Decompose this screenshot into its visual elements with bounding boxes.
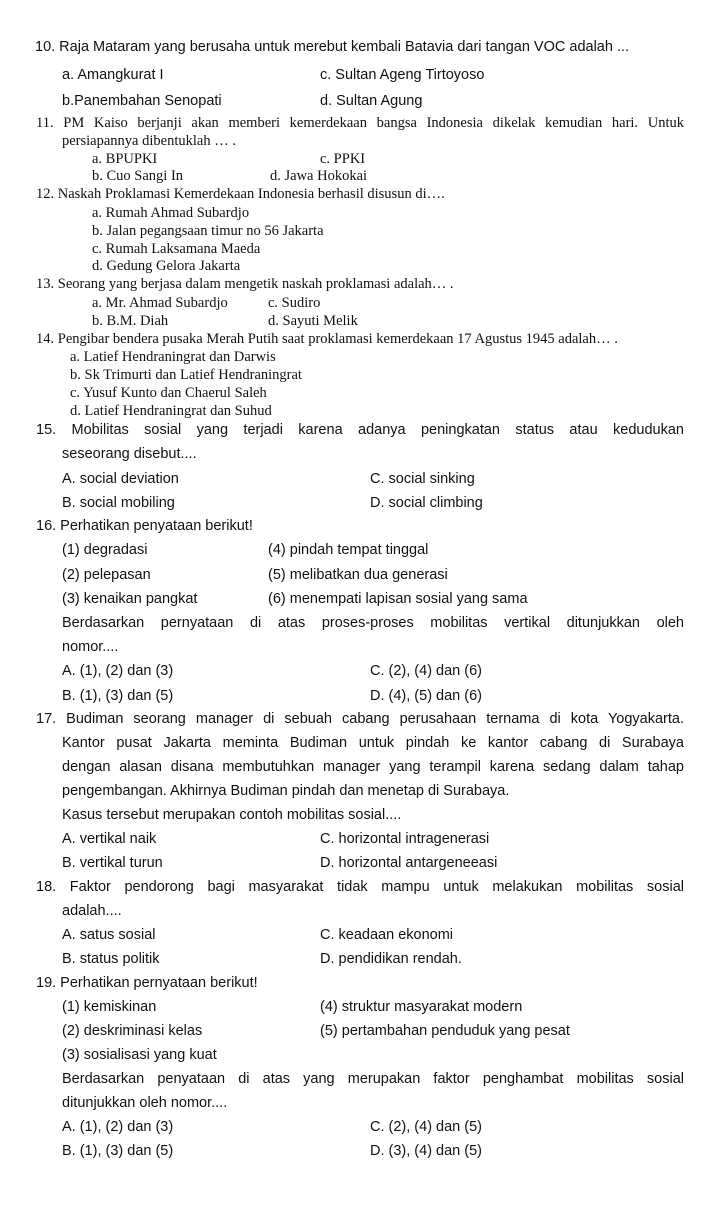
q13-option-d: d. Sayuti Melik <box>268 313 358 329</box>
q17-paragraph-line1: 17. Budiman seorang manager di sebuah cabang perusahaan ternama di kota Yogyakarta. <box>36 711 684 727</box>
q15-stem-line1: 15. Mobilitas sosial yang terjadi karena adanya peningkatan status atau kedudukan <box>36 422 684 438</box>
q17-question: Kasus tersebut merupakan contoh mobilitas sosial.... <box>62 807 402 823</box>
q15-option-c: C. social sinking <box>370 471 475 487</box>
q19-option-b: B. (1), (3) dan (5) <box>62 1143 174 1159</box>
q11-option-c: c. PPKI <box>320 151 366 167</box>
q10-option-b: b.Panembahan Senopati <box>62 93 222 109</box>
q14-option-d: d. Latief Hendraningrat dan Suhud <box>70 403 272 419</box>
q11-stem-line1: 11. PM Kaiso berjanji akan memberi kemerdekaan bangsa Indonesia dikelak kemudian hari. Untuk <box>36 115 684 131</box>
q11-option-b: b. Cuo Sangi In <box>92 168 184 184</box>
q16-stem: 16. Perhatikan penyataan berikut! <box>36 518 253 534</box>
q14-option-a: a. Latief Hendraningrat dan Darwis <box>70 349 276 365</box>
q16-statement-4: (4) pindah tempat tinggal <box>268 542 429 558</box>
q16-statement-3: (3) kenaikan pangkat <box>62 591 198 607</box>
q12-option-b: b. Jalan pegangsaan timur no 56 Jakarta <box>92 223 324 239</box>
q15-option-a: A. social deviation <box>62 471 179 487</box>
q19-statement-4: (4) struktur masyarakat modern <box>320 999 523 1015</box>
q16-statement-5: (5) melibatkan dua generasi <box>268 567 448 583</box>
q18-stem-line1: 18. Faktor pendorong bagi masyarakat tidak mampu untuk melakukan mobilitas sosial <box>36 879 684 895</box>
q16-question-line2: nomor.... <box>62 639 119 655</box>
q19-option-d: D. (3), (4) dan (5) <box>370 1143 482 1159</box>
q19-option-a: A. (1), (2) dan (3) <box>62 1119 174 1135</box>
q17-option-c: C. horizontal intragenerasi <box>320 831 490 847</box>
q15-option-b: B. social mobiling <box>62 495 175 511</box>
q16-option-c: C. (2), (4) dan (6) <box>370 663 482 679</box>
q13-stem: 13. Seorang yang berjasa dalam mengetik naskah proklamasi adalah… . <box>36 276 454 292</box>
q17-option-b: B. vertikal turun <box>62 855 163 871</box>
q16-option-d: D. (4), (5) dan (6) <box>370 688 482 704</box>
q11-option-a: a. BPUPKI <box>92 151 158 167</box>
q15-option-d: D. social climbing <box>370 495 483 511</box>
q17-paragraph-line3: dengan alasan disana membutuhkan manager yang terampil karena sedang dalam tahap <box>62 759 684 775</box>
q19-stem: 19. Perhatikan pernyataan berikut! <box>36 975 258 991</box>
q12-option-c: c. Rumah Laksamana Maeda <box>92 241 261 257</box>
q14-option-c: c. Yusuf Kunto dan Chaerul Saleh <box>70 385 267 401</box>
q13-option-c: c. Sudiro <box>268 295 321 311</box>
q19-question-line2: ditunjukkan oleh nomor.... <box>62 1095 228 1111</box>
q19-statement-2: (2) deskriminasi kelas <box>62 1023 203 1039</box>
q18-option-c: C. keadaan ekonomi <box>320 927 453 943</box>
q11-stem-line2: persiapannya dibentuklah … . <box>62 133 236 149</box>
q18-stem-line2: adalah.... <box>62 903 122 919</box>
q19-statement-5: (5) pertambahan penduduk yang pesat <box>320 1023 570 1039</box>
q13-option-a: a. Mr. Ahmad Subardjo <box>92 295 228 311</box>
q18-option-b: B. status politik <box>62 951 160 967</box>
q12-stem: 12. Naskah Proklamasi Kemerdekaan Indonesia berhasil disusun di…. <box>36 186 445 202</box>
q16-statement-1: (1) degradasi <box>62 542 148 558</box>
q14-option-b: b. Sk Trimurti dan Latief Hendraningrat <box>70 367 302 383</box>
q11-option-d: d. Jawa Hokokai <box>270 168 368 184</box>
q10-option-d: d. Sultan Agung <box>320 93 423 109</box>
q19-statement-3: (3) sosialisasi yang kuat <box>62 1047 217 1063</box>
q19-statement-1: (1) kemiskinan <box>62 999 157 1015</box>
q16-statement-6: (6) menempati lapisan sosial yang sama <box>268 591 528 607</box>
q17-paragraph-line4: pengembangan. Akhirnya Budiman pindah dan menetap di Surabaya. <box>62 783 510 799</box>
q10-option-c: c. Sultan Ageng Tirtoyoso <box>320 67 485 83</box>
q16-question-line1: Berdasarkan pernyataan di atas proses-proses mobilitas vertikal ditunjukkan oleh <box>62 615 684 631</box>
q18-option-a: A. satus sosial <box>62 927 156 943</box>
q18-option-d: D. pendidikan rendah. <box>320 951 462 967</box>
q12-option-d: d. Gedung Gelora Jakarta <box>92 258 241 274</box>
q17-option-d: D. horizontal antargeneeasi <box>320 855 498 871</box>
q16-option-b: B. (1), (3) dan (5) <box>62 688 174 704</box>
q10-option-a: a. Amangkurat I <box>62 67 164 83</box>
q16-statement-2: (2) pelepasan <box>62 567 151 583</box>
q13-option-b: b. B.M. Diah <box>92 313 169 329</box>
q16-option-a: A. (1), (2) dan (3) <box>62 663 174 679</box>
q12-option-a: a. Rumah Ahmad Subardjo <box>92 205 250 221</box>
q17-paragraph-line2: Kantor pusat Jakarta meminta Budiman untuk pindah ke kantor cabang di Surabaya <box>62 735 684 751</box>
q19-question-line1: Berdasarkan penyataan di atas yang merupakan faktor penghambat mobilitas sosial <box>62 1071 684 1087</box>
q10-stem: 10. Raja Mataram yang berusaha untuk merebut kembali Batavia dari tangan VOC adalah ... <box>35 39 630 55</box>
q14-stem: 14. Pengibar bendera pusaka Merah Putih saat proklamasi kemerdekaan 17 Agustus 1945 adalah… . <box>36 331 618 347</box>
q19-option-c: C. (2), (4) dan (5) <box>370 1119 482 1135</box>
q15-stem-line2: seseorang disebut.... <box>62 446 197 462</box>
q17-option-a: A. vertikal naik <box>62 831 157 847</box>
